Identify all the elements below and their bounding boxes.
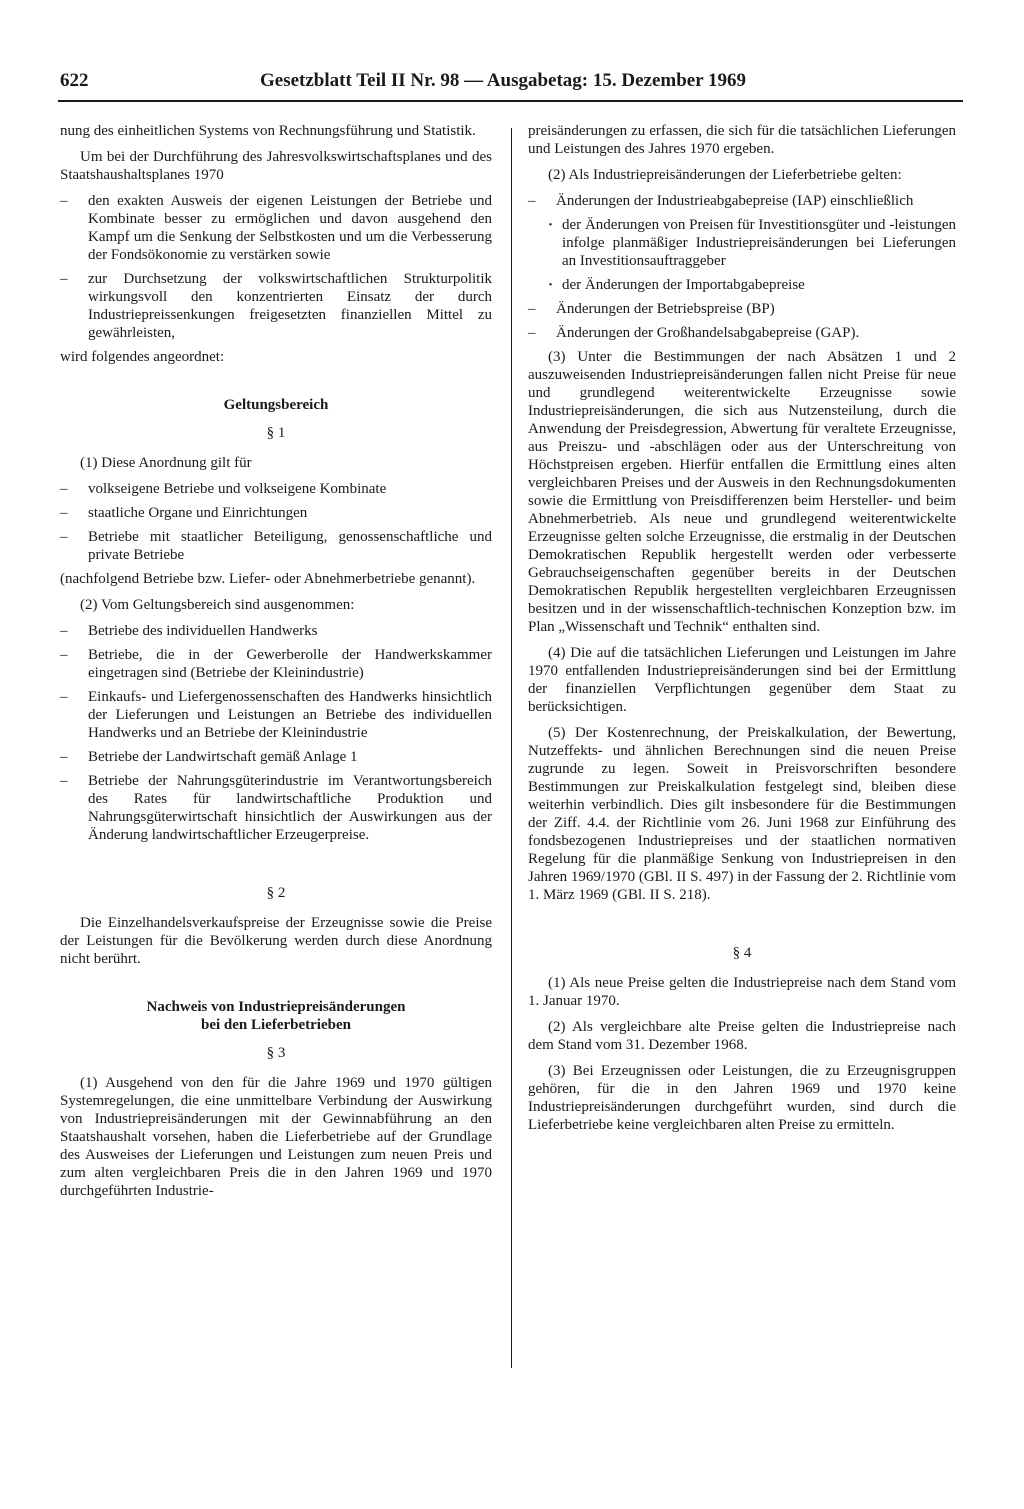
dash-item: – Betriebe des individuellen Handwerks (60, 622, 492, 640)
dash-item: – Betriebe der Nahrungsgüterindustrie im Verantwortungsbereich des Rates für landwirtschaftliche Produktion und Nahrungsgüterwirtschaft hinsichtlich der Auswirkungen aus der Änderung landwirtschaftlicher Erzeugerpreise. (60, 772, 492, 844)
s3-paragraph-1: (1) Ausgehend von den für die Jahre 1969 und 1970 gültigen Systemregelungen, die eine unmittelbare Verbindung der Auswirkung von Industriepreisänderungen mit der Gewinnabführung an den Staatshaushalt vorsehen, haben die Lieferbetriebe auf der Grundlage des Ausweises der Lieferungen und Leistungen zum neuen Preis und zum alten vergleichbaren Preis die in den Jahren 1969 und 1970 durchgeführten Industrie- (60, 1075, 492, 1199)
intro-paragraph: Um bei der Durchführung des Jahresvolkswirtschaftsplanes und des Staatshaushaltsplanes 1970 (60, 149, 492, 183)
s4-paragraph-2: (2) Als vergleichbare alte Preise gelten die Industriepreise nach dem Stand vom 31. Dezember 1968. (528, 1019, 956, 1053)
dot-item: · der Änderungen der Importabgabepreise (528, 276, 956, 294)
continued-paragraph: nung des einheitlichen Systems von Rechnungsführung und Statistik. (60, 123, 476, 139)
paragraph-mark-2: § 2 (266, 885, 286, 901)
dash-item: – Änderungen der Industrieabgabepreise (IAP) einschließlich (528, 192, 956, 210)
paragraph-mark-3: § 3 (266, 1045, 286, 1061)
right-column (528, 122, 956, 1142)
s4-paragraph-1: (1) Als neue Preise gelten die Industriepreise nach dem Stand vom 1. Januar 1970. (528, 975, 956, 1009)
dash-item: – Betriebe mit staatlicher Beteiligung, genossenschaftliche und private Betriebe (60, 528, 492, 564)
s3-paragraph-3: (3) Unter die Bestimmungen der nach Absätzen 1 und 2 auszuweisenden Industriepreisänderungen fallen nicht Preise für neue und grundlegend weiterentwickelte Erzeugnisse sowie Industriepreisänderungen, die sich aus Nutzensteilung, durch die Anwendung der Preisdegression, Abwertung für veraltete Erzeugnisse, aus Preiszu- und -abschlägen oder aus der Unterschreitung von Höchstpreisen ergeben. Hierfür entfallen die Ermittlung eines alten vergleichbaren Preises und der Ausweis in den Rechnungsdokumenten sowie die Ermittlung von Preisdifferenzen beim Hersteller- und beim Abnehmerbetrieb. Als neue und grundlegend weiterentwickelte Erzeugnisse gelten solche Erzeugnisse, die erstmalig in der Deutschen Demokratischen Republik hergestellt werden oder verbesserte Gebrauchseigenschaften gegenüber bereits in der Deutschen Demokratischen Republik hergestellten vergleichbaren Erzeugnissen besitzen und in der wissenschaftlich-technischen Konzeption bzw. im Plan „Wissenschaft und Technik“ enthalten sind. (528, 349, 956, 635)
paragraph-mark-4: § 4 (732, 945, 752, 961)
section-heading-nachweis-line2: bei den Lieferbetrieben (201, 1017, 351, 1033)
s3-paragraph-4: (4) Die auf die tatsächlichen Lieferungen und Leistungen im Jahre 1970 entfallenden Industriepreisänderungen sind bei der Ermittlung der finanziellen Verpflichtungen gegenüber dem Staat zu berücksichtigen. (528, 645, 956, 715)
section-heading-geltungsbereich: Geltungsbereich (223, 397, 329, 413)
page-number: 622 (60, 70, 89, 91)
left-column (60, 122, 492, 1208)
dot-item: · der Änderungen von Preisen für Investitionsgüter und -leistungen infolge planmäßiger Industriepreisänderungen bei Lieferungen an Investitionsauftraggeber (528, 216, 956, 270)
dash-item: – Betriebe der Landwirtschaft gemäß Anlage 1 (60, 748, 492, 766)
dash-item: – Änderungen der Großhandelsabgabepreise (GAP). (528, 324, 956, 342)
paragraph-mark-1: § 1 (266, 425, 286, 441)
s2-paragraph: Die Einzelhandelsverkaufspreise der Erzeugnisse sowie die Preise der Leistungen für die Bevölkerung werden durch diese Anordnung nicht berührt. (60, 915, 492, 967)
s3-paragraph-5: (5) Der Kostenrechnung, der Preiskalkulation, der Bewertung, Nutzeffekts- und ähnlichen Berechnungen sind die neuen Preise zugrunde zu legen. Soweit in Preisvorschriften besondere Bestimmungen zur Preiskalkulation festgelegt sind, bleiben diese weiterhin verbindlich. Dies gilt insbesondere für die Bestimmungen der Ziff. 4.4. der Richtlinie vom 26. Juni 1968 zur Einführung des fondsbezogenen Industriepreises und der staatlichen normativen Regelung für die planmäßige Senkung von Industriepreisen in den Jahren 1969/1970 (GBl. II S. 497) in der Fassung der 2. Richtlinie vom 1. März 1969 (GBl. II S. 218). (528, 725, 956, 903)
dash-item: – den exakten Ausweis der eigenen Leistungen der Betriebe und Kombinate besser zu ermöglichen und davon ausgehend den Kampf um die Senkung der Selbstkosten und um die Verbesserung der Fondsökonomie zu verstärken sowie (60, 192, 492, 264)
s1-paragraph-1: (1) Diese Anordnung gilt für (80, 455, 252, 471)
header-rule (58, 100, 963, 102)
page-header (60, 70, 960, 94)
order-paragraph: wird folgendes angeordnet: (60, 349, 225, 365)
column-divider (511, 128, 512, 1368)
dash-item: – zur Durchsetzung der volkswirtschaftlichen Strukturpolitik wirkungsvoll den konzentrierten Einsatz der durch Industriepreissenkungen freigesetzten finanziellen Mittel zu gewährleisten, (60, 270, 492, 342)
s1-paragraph-2: (2) Vom Geltungsbereich sind ausgenommen: (80, 597, 355, 613)
header-title: Gesetzblatt Teil II Nr. 98 — Ausgabetag: 15. Dezember 1969 (260, 70, 747, 91)
dash-item: – Änderungen der Betriebspreise (BP) (528, 300, 956, 318)
dash-item: – volkseigene Betriebe und volkseigene Kombinate (60, 480, 492, 498)
dash-item: – staatliche Organe und Einrichtungen (60, 504, 492, 522)
dash-item: – Einkaufs- und Liefergenossenschaften des Handwerks hinsichtlich der Lieferungen und Leistungen an Betriebe des individuellen Handwerks und an Betriebe der Kleinindustrie (60, 688, 492, 742)
dash-item: – Betriebe, die in der Gewerberolle der Handwerkskammer eingetragen sind (Betriebe der Kleinindustrie) (60, 646, 492, 682)
s4-paragraph-3: (3) Bei Erzeugnissen oder Leistungen, die zu Erzeugnisgruppen gehören, für die in den Jahren 1969 und 1970 keine Industriepreisänderungen durchgeführt wurden, sind durch die Lieferbetriebe keine vergleichbaren alten Preise zu ermitteln. (528, 1063, 956, 1133)
s3-paragraph-2: (2) Als Industriepreisänderungen der Lieferbetriebe gelten: (548, 167, 902, 183)
s1-note: (nachfolgend Betriebe bzw. Liefer- oder Abnehmerbetriebe genannt). (60, 571, 476, 587)
section-heading-nachweis-line1: Nachweis von Industriepreisänderungen (146, 999, 406, 1015)
continued-paragraph: preisänderungen zu erfassen, die sich für die tatsächlichen Lieferungen und Leistungen des Jahres 1970 ergeben. (528, 123, 956, 157)
